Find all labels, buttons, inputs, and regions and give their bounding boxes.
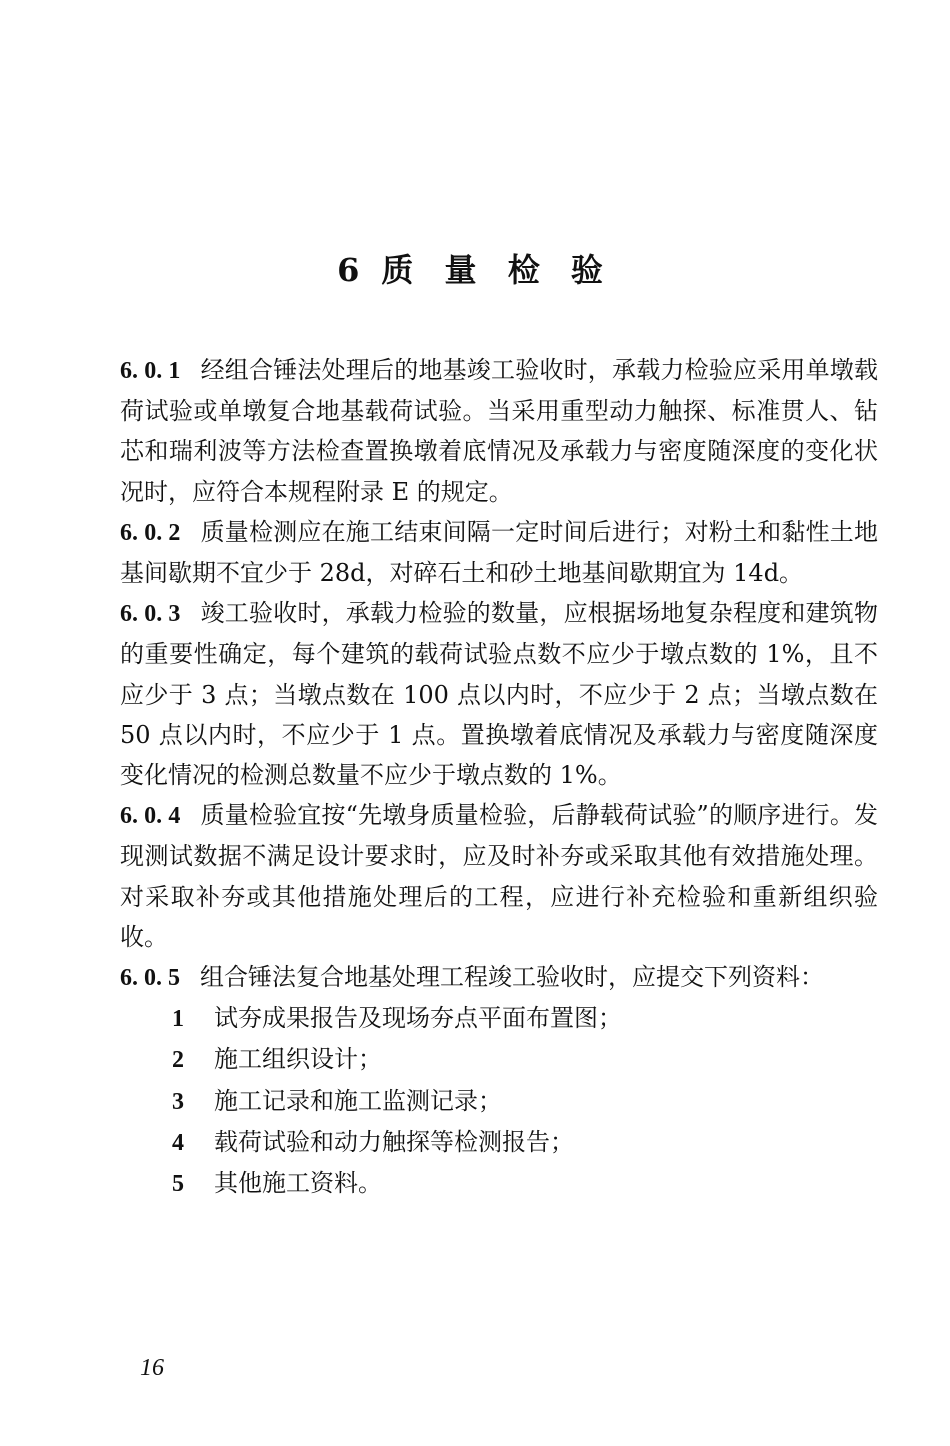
clause-6-0-2	[120, 512, 878, 593]
chapter-title-text: 质 量 检 验	[381, 251, 613, 289]
list-item-text: 施工组织设计；	[214, 1045, 382, 1074]
list-item	[120, 1163, 878, 1204]
clause-number: 6. 0. 5	[120, 965, 180, 992]
clause-text: 竣工验收时，承载力检验的数量，应根据场地复杂程度和建筑物的重要性确定，每个建筑的载荷试验点数不应少于墩点数的 1%，且不应少于 3 点；当墩点数在 100 点以内时，不应少于 2 点；当墩点数在 50 点以内时，不应少于 1 点。置换墩着底情况及承载力与密度随深度变化情况的检测总数量不应少于墩点数的 1%。	[120, 599, 879, 790]
page-number: 16	[140, 1355, 164, 1381]
clause-number: 6. 0. 4	[120, 803, 181, 830]
list-item-text: 施工记录和施工监测记录；	[214, 1086, 502, 1115]
clause-text: 质量检测应在施工结束间隔一定时间后进行；对粉土和黏性土地基间歇期不宜少于 28d，对碎石土和砂土地基间歇期宜为 14d。	[120, 517, 879, 588]
list-item-number: 2	[172, 1047, 184, 1074]
clause-6-0-4	[120, 795, 878, 957]
list-item-text: 载荷试验和动力触探等检测报告；	[214, 1127, 574, 1156]
clause-number: 6. 0. 2	[120, 519, 181, 546]
list-item-text: 试夯成果报告及现场夯点平面布置图；	[214, 1004, 622, 1033]
clause-number: 6. 0. 1	[120, 358, 181, 384]
clause-6-0-1	[120, 350, 878, 512]
list-item-text: 其他施工资料。	[214, 1169, 382, 1198]
list-item-number: 4	[172, 1129, 184, 1156]
submission-list	[120, 998, 878, 1204]
clause-text: 质量检验宜按“先墩身质量检验，后静载荷试验”的顺序进行。发现测试数据不满足设计要求时，应及时补夯或采取其他有效措施处理。对采取补夯或其他措施处理后的工程，应进行补充检验和重新组织验收。	[120, 801, 878, 951]
list-item	[120, 1039, 878, 1080]
list-item-number: 1	[172, 1006, 184, 1033]
chapter-heading	[0, 248, 950, 292]
clause-number: 6. 0. 3	[120, 601, 181, 628]
clause-text: 组合锤法复合地基处理工程竣工验收时，应提交下列资料：	[200, 963, 824, 992]
list-item-number: 5	[172, 1171, 184, 1198]
list-item	[120, 1122, 878, 1163]
chapter-body	[120, 350, 878, 1204]
list-item	[120, 998, 878, 1039]
list-item	[120, 1081, 878, 1122]
clause-text: 经组合锤法处理后的地基竣工验收时，承载力检验应采用单墩载荷试验或单墩复合地基载荷试验。当采用重型动力触探、标准贯人、钻芯和瑞利波等方法检查置换墩着底情况及承载力与密度随深度的变化状况时，应符合本规程附录 E 的规定。	[120, 356, 879, 506]
clause-6-0-3	[120, 593, 878, 795]
list-item-number: 3	[172, 1088, 184, 1115]
clause-6-0-5	[120, 957, 878, 998]
chapter-number: 6	[337, 251, 360, 289]
